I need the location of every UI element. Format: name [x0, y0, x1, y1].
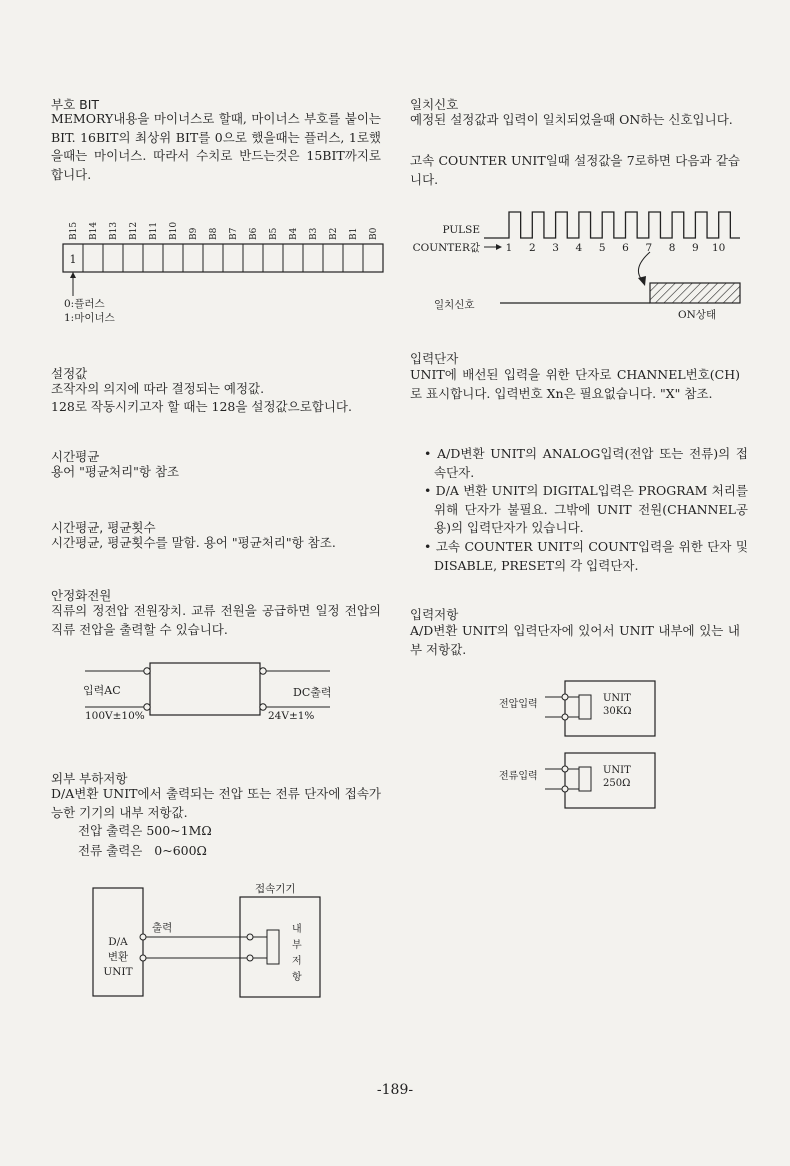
bit-label: B15	[69, 221, 79, 240]
svg-text:항: 항	[292, 972, 302, 983]
counter-label: COUNTER값	[412, 242, 480, 254]
bit-label: B6	[249, 227, 259, 240]
sign-bit-title: 부호 BIT	[51, 97, 100, 112]
input-res-diagram	[495, 675, 695, 815]
psu-diagram	[75, 655, 355, 735]
time-avg-body: 용어 "평균처리"항 참조	[51, 464, 180, 479]
time-avg-count-title: 시간평균, 평균횟수	[51, 520, 156, 535]
svg-text:변환: 변환	[107, 951, 129, 963]
bit-label: B11	[149, 221, 159, 240]
counter-value: 3	[552, 242, 559, 254]
ext-load-title: 외부 부하저항	[51, 771, 128, 786]
svg-text:UNIT: UNIT	[603, 693, 631, 704]
ext-load-body: D/A변환 UNIT에서 출력되는 전압 또는 전류 단자에 접속가능한 기기의 내부 저항값.	[51, 786, 381, 820]
bit-label: B10	[169, 221, 179, 240]
setting-line-2: 128로 작동시키고자 할 때는 128을 설정값으로합니다.	[51, 399, 352, 414]
signal-label: 일치신호	[434, 299, 475, 311]
input-res-body: A/D변환 UNIT의 입력단자에 있어서 UNIT 내부에 있는 내부 저항값.	[410, 623, 740, 657]
device-label: 접속기기	[255, 883, 296, 895]
svg-text:저: 저	[292, 956, 302, 967]
input-terminal-title: 입력단자	[410, 351, 459, 366]
voltage-resistor	[579, 695, 591, 719]
counter-value: 7	[645, 242, 653, 254]
bit-label: B9	[189, 227, 199, 240]
setting-line-1: 조작자의 의지에 따라 결정되는 예정값.	[51, 381, 265, 396]
page-number: -189-	[376, 1082, 414, 1098]
device-box	[240, 897, 320, 997]
on-state-region	[650, 283, 740, 303]
svg-text:30KΩ: 30KΩ	[603, 706, 632, 717]
legend-minus: 1:마이너스	[64, 312, 115, 324]
bit-register-diagram	[50, 210, 390, 325]
ext-load-voltage: 전압 출력은 500~1MΩ	[78, 823, 212, 838]
psu-output-label: DC출력	[293, 686, 332, 699]
svg-text:내: 내	[292, 924, 302, 935]
svg-text:250Ω: 250Ω	[603, 778, 631, 789]
time-avg-title: 시간평균	[51, 449, 100, 464]
psu-title: 안정화전원	[51, 588, 112, 603]
voltage-input-label: 전압입력	[499, 699, 538, 710]
counter-value: 4	[575, 242, 583, 254]
input-terminal-body: UNIT에 배선된 입력을 위한 단자로 CHANNEL번호(CH)로 표시합니다. 입력번호 Xn은 필요없습니다. "X" 참조.	[410, 367, 740, 401]
psu-box	[150, 663, 260, 715]
input-terminal-bullet: • A/D변환 UNIT의 ANALOG입력(전압 또는 전류)의 접속단자.	[424, 446, 748, 480]
psu-body: 직류의 정전압 전원장치. 교류 전원을 공급하면 일정 전압의 직류 전압을 출력할 수 있습니다.	[51, 603, 381, 637]
current-input-label: 전류입력	[499, 771, 538, 782]
bit-label: B14	[89, 221, 99, 240]
svg-text:부: 부	[292, 940, 302, 951]
match-title: 일치신호	[410, 97, 459, 112]
sign-bit-body: MEMORY내용을 마이너스로 할때, 마이너스 부호를 붙이는 BIT. 16BIT의 최상위 BIT를 0으로 했을때는 플러스, 1로했을때는 마이너스. 따라서 수치로 반드는것은 15BIT까지로 합니다.	[51, 111, 381, 182]
pulse-waveform	[484, 212, 740, 238]
setting-title: 설정값	[51, 366, 88, 381]
svg-text:D/A: D/A	[108, 936, 128, 948]
bit-label: B13	[109, 221, 119, 240]
psu-output-value: 24V±1%	[268, 710, 315, 722]
current-resistor	[579, 767, 591, 791]
input-res-title: 입력저항	[410, 607, 459, 622]
counter-value: 10	[712, 242, 726, 254]
time-avg-count-body: 시간평균, 평균횟수를 말함. 용어 "평균처리"항 참조.	[51, 535, 336, 550]
psu-input-label: 입력AC	[83, 684, 121, 697]
counter-value: 1	[505, 242, 513, 254]
bit-first-cell: 1	[69, 253, 77, 266]
ext-load-current: 전류 출력은 0~600Ω	[78, 843, 207, 858]
bit-label: B0	[369, 227, 379, 240]
counter-value: 9	[692, 242, 699, 254]
ext-load-diagram	[85, 880, 345, 1005]
svg-text:UNIT: UNIT	[103, 966, 133, 978]
counter-value: 6	[622, 242, 629, 254]
psu-input-value: 100V±10%	[85, 710, 145, 722]
internal-resistor	[267, 930, 279, 964]
counter-value: 2	[528, 242, 536, 254]
counter-value: 5	[598, 242, 606, 254]
match-body-1: 예정된 설정값과 입력이 일치되었을때 ON하는 신호입니다.	[410, 112, 733, 127]
input-terminal-bullet: • D/A 변환 UNIT의 DIGITAL입력은 PROGRAM 처리를 위해 단자가 불필요. 그밖에 UNIT 전원(CHANNEL공용)의 입력단자가 있습니다.	[424, 483, 748, 535]
output-label: 출력	[152, 922, 173, 934]
bit-label: B4	[289, 227, 299, 240]
bit-label: B8	[209, 227, 219, 240]
timing-diagram	[410, 200, 750, 330]
pulse-label: PULSE	[442, 224, 480, 236]
on-state-label: ON상태	[678, 309, 717, 321]
bit-label: B2	[329, 227, 339, 240]
match-body-2: 고속 COUNTER UNIT일때 설정값을 7로하면 다음과 같습니다.	[410, 153, 740, 187]
input-terminal-bullet: • 고속 COUNTER UNIT의 COUNT입력을 위한 단자 및 DISABLE, PRESET의 각 입력단자.	[424, 539, 748, 573]
counter-value: 8	[668, 242, 676, 254]
legend-plus: 0:플러스	[64, 298, 105, 310]
bit-label: B5	[269, 227, 279, 240]
bit-label: B3	[309, 227, 319, 240]
bit-label: B12	[129, 221, 139, 240]
svg-text:UNIT: UNIT	[603, 765, 631, 776]
bit-label: B7	[229, 227, 239, 240]
bit-label: B1	[349, 227, 359, 240]
